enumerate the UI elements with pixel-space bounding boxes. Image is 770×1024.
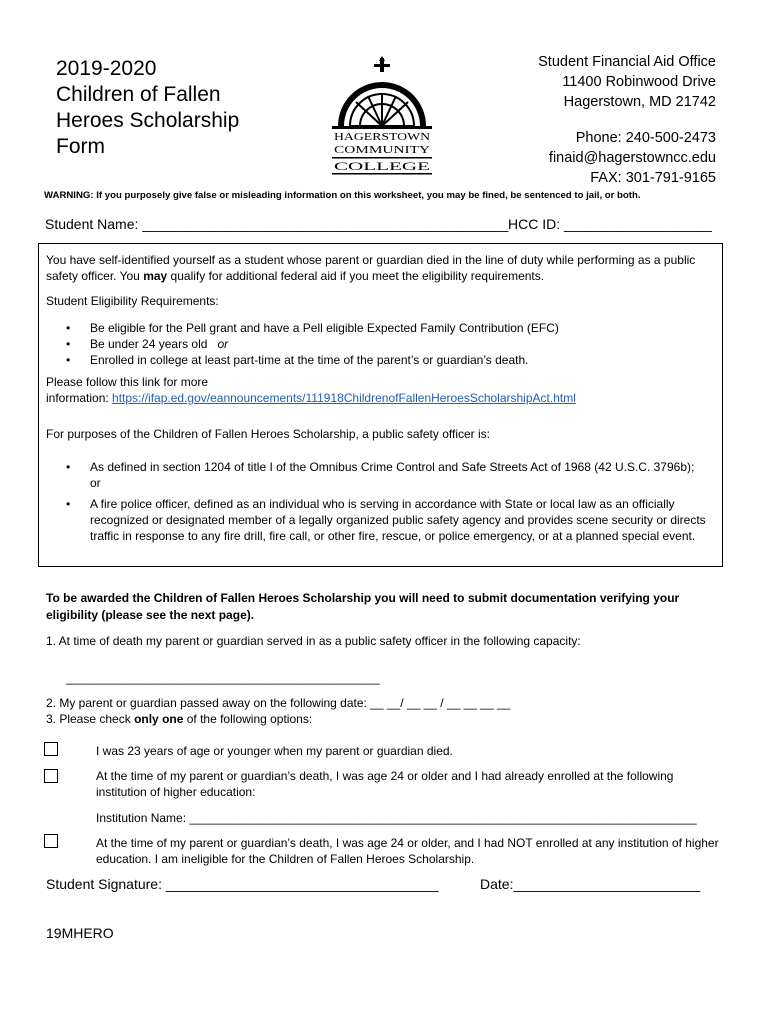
office-name: Student Financial Aid Office — [538, 54, 716, 70]
hcc-id-field[interactable]: HCC ID: ___________________ — [508, 216, 712, 232]
list-item: • Be eligible for the Pell grant and have a Pell eligible Expected Family Contribution (EFC) — [66, 321, 559, 335]
option-2-label: At the time of my parent or guardian’s death, I was age 24 or older and I had already enrolled at the following institution of higher education: — [96, 769, 674, 799]
title-line: Heroes Scholarship — [56, 109, 240, 132]
student-name-row — [45, 216, 725, 232]
option-2-checkbox[interactable] — [44, 769, 58, 783]
phone-number: Phone: 240-500-2473 — [575, 130, 716, 146]
option-3-checkbox[interactable] — [44, 834, 58, 848]
email-address: finaid@hagerstowncc.edu — [548, 150, 716, 166]
definitions-list — [66, 459, 706, 549]
title-line: Children of Fallen — [56, 83, 221, 106]
purposes-paragraph: For purposes of the Children of Fallen Heroes Scholarship, a public safety officer is: — [46, 427, 490, 441]
list-item: • As defined in section 1204 of title I of the Omnibus Crime Control and Safe Streets Act of 1968 (42 U.S.C. 3796b); or — [66, 460, 695, 490]
follow-link-paragraph: Please follow this link for more information: https://ifap.ed.gov/eannouncements/111918ChildrenofFallenHeroesScholarshipAct.html — [46, 375, 576, 405]
title-year: 2019-2020 — [56, 57, 157, 80]
intro-paragraph: You have self-identified yourself as a student whose parent or guardian died in the line of duty while performing as a public safety officer. You may qualify for additional federal aid if you meet the eligibility requirements. — [46, 253, 696, 283]
requirements-list — [66, 320, 559, 368]
college-logo — [330, 56, 440, 176]
form-title — [56, 56, 239, 160]
list-item: • Enrolled in college at least part-time at the time of the parent’s or guardian’s death. — [66, 353, 529, 367]
award-instructions: To be awarded the Children of Fallen Heroes Scholarship you will need to submit documentation verifying your eligibility (please see the next page). — [46, 591, 680, 622]
date-field[interactable]: Date:________________________ — [480, 876, 701, 892]
list-item: • Be under 24 years old or — [66, 337, 229, 351]
warning-text: WARNING: If you purposely give false or misleading information on this worksheet, you may be fined, be sentenced to jail, or both. — [44, 190, 641, 201]
logo-word: COMMUNITY — [334, 144, 431, 156]
fax-number: FAX: 301-791-9165 — [590, 170, 716, 186]
questions-2-3 — [46, 695, 510, 727]
list-item: • A fire police officer, defined as an individual who is serving in accordance with State or local law as an officially recognized or designated member of a legally organized public safety agency and provides scene security or directs traffic in response to any fire drill, fire call, or other fire, rescue, or police emergency, or at a planned special event. — [66, 497, 706, 543]
option-1-checkbox[interactable] — [44, 742, 58, 756]
question-3: 3. Please check only one of the following options: — [46, 712, 313, 726]
option-1-label: I was 23 years of age or younger when my parent or guardian died. — [96, 744, 453, 758]
city-state-zip: Hagerstown, MD 21742 — [563, 94, 716, 110]
capacity-field[interactable]: _______________________________________________ — [66, 671, 380, 685]
title-line: Form — [56, 135, 105, 158]
student-name-field[interactable]: Student Name: _______________________________________________ — [45, 216, 509, 232]
signature-field[interactable]: Student Signature: ___________________________________ — [46, 876, 439, 892]
institution-name-field[interactable]: Institution Name: ____________________________________________________________________________ — [96, 811, 697, 825]
death-date-field[interactable]: 2. My parent or guardian passed away on the following date: __ __/ __ __ / __ __ __ __ — [46, 696, 511, 710]
question-1: 1. At time of death my parent or guardian served in as a public safety officer in the following capacity: — [46, 634, 581, 648]
contact-info — [538, 52, 716, 188]
logo-word: HAGERSTOWN — [334, 131, 431, 143]
requirements-heading: Student Eligibility Requirements: — [46, 294, 219, 308]
option-3-label: At the time of my parent or guardian’s death, I was age 24 or older, and I had NOT enrolled at any institution of higher education. I am ineligible for the Children of Fallen Heroes Scholarship. — [96, 836, 719, 866]
eligibility-link[interactable]: https://ifap.ed.gov/eannouncements/111918ChildrenofFallenHeroesScholarshipAct.html — [112, 391, 576, 405]
street-address: 11400 Robinwood Drive — [562, 74, 716, 90]
logo-word: COLLEGE — [334, 159, 430, 173]
form-code: 19MHERO — [46, 925, 114, 941]
signature-row — [46, 876, 701, 892]
